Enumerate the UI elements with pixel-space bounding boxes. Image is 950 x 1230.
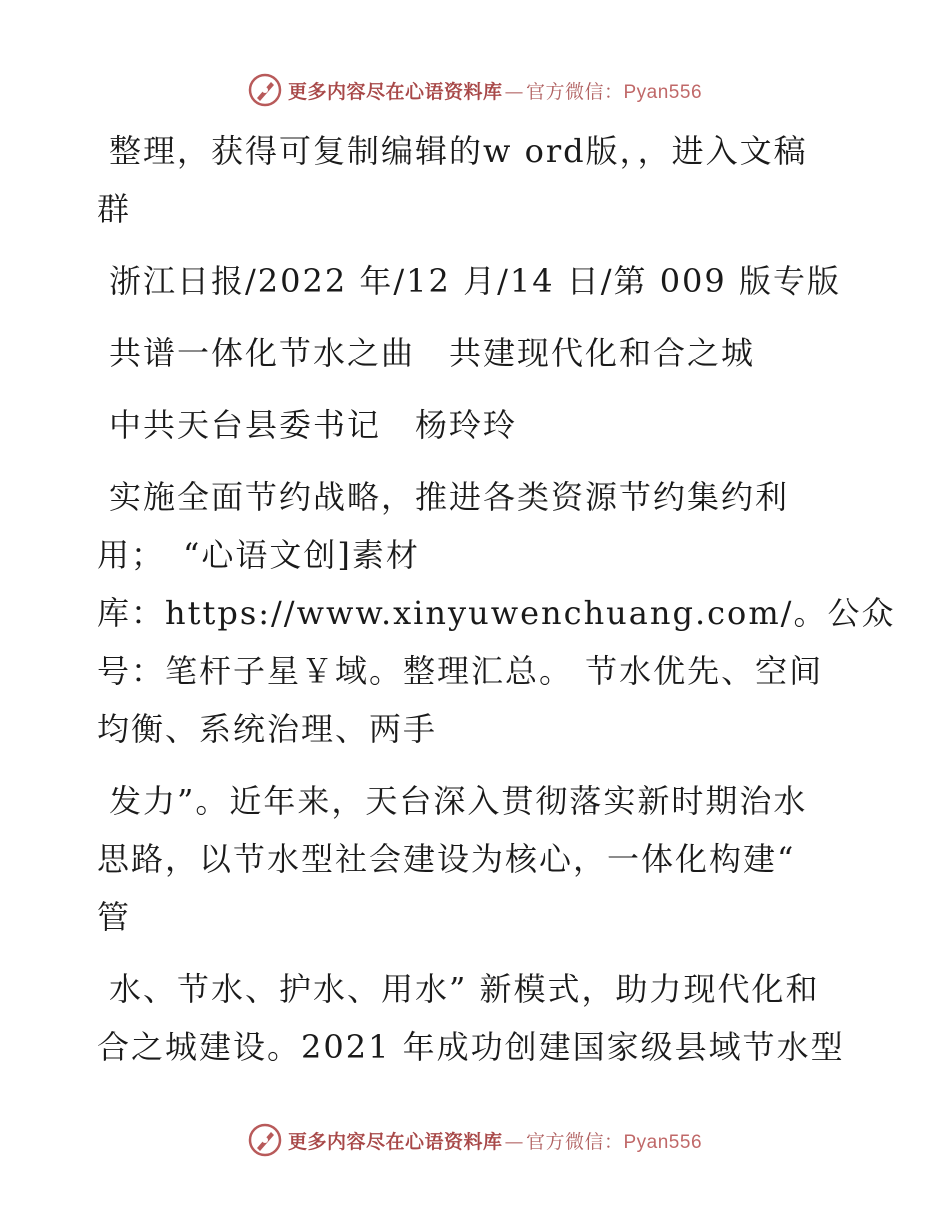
watermark-dash: — (504, 80, 524, 103)
text-line: 思路，以节水型社会建设为核心，一体化构建“ (97, 840, 796, 878)
footer-watermark (0, 1120, 950, 1160)
header-watermark (0, 70, 950, 110)
watermark-text (288, 77, 702, 104)
text-line: 均衡、系统治理、两手 (97, 710, 438, 748)
watermark-wechat-id: Pyan556 (623, 81, 703, 103)
text-line: 库：https://www.xinyuwenchuang.com/。公众 (97, 594, 896, 632)
text-line: 发力”。近年来，天台深入贯彻落实新时期治水 (109, 782, 808, 820)
text-line: 群 (97, 190, 132, 228)
text-line: 实施全面节约战略，推进各类资源节约集约利 (109, 478, 790, 516)
publication-line: 浙江日报/2022 年/12 月/14 日/第 009 版专版 (109, 262, 841, 300)
text-line: 用； “心语文创]素材 (97, 536, 420, 574)
pen-logo-icon (248, 73, 282, 107)
watermark-site: 更多内容尽在心语资料库 (287, 80, 503, 103)
watermark-site: 更多内容尽在心语资料库 (287, 1130, 503, 1153)
text-line: 管 (97, 898, 132, 936)
article-title: 共谱一体化节水之曲 共建现代化和合之城 (109, 334, 756, 372)
pen-logo-icon (248, 1123, 282, 1157)
text-line: 水、节水、护水、用水” 新模式，助力现代化和 (109, 970, 820, 1008)
watermark-wechat-label: 官方微信： (525, 1130, 624, 1153)
text-line: 号：笔杆子星￥域。整理汇总。 节水优先、空间 (97, 652, 824, 690)
text-line: 合之城建设。2021 年成功创建国家级县域节水型 (97, 1028, 845, 1066)
article-author: 中共天台县委书记 杨玲玲 (109, 406, 518, 444)
watermark-dash: — (504, 1130, 524, 1153)
document-body (97, 122, 896, 1076)
watermark-wechat-label: 官方微信： (525, 80, 624, 103)
watermark-wechat-id: Pyan556 (623, 1131, 703, 1153)
watermark-text (288, 1127, 702, 1154)
text-line: 整理，获得可复制编辑的w ord版，，进入文稿 (109, 132, 808, 170)
